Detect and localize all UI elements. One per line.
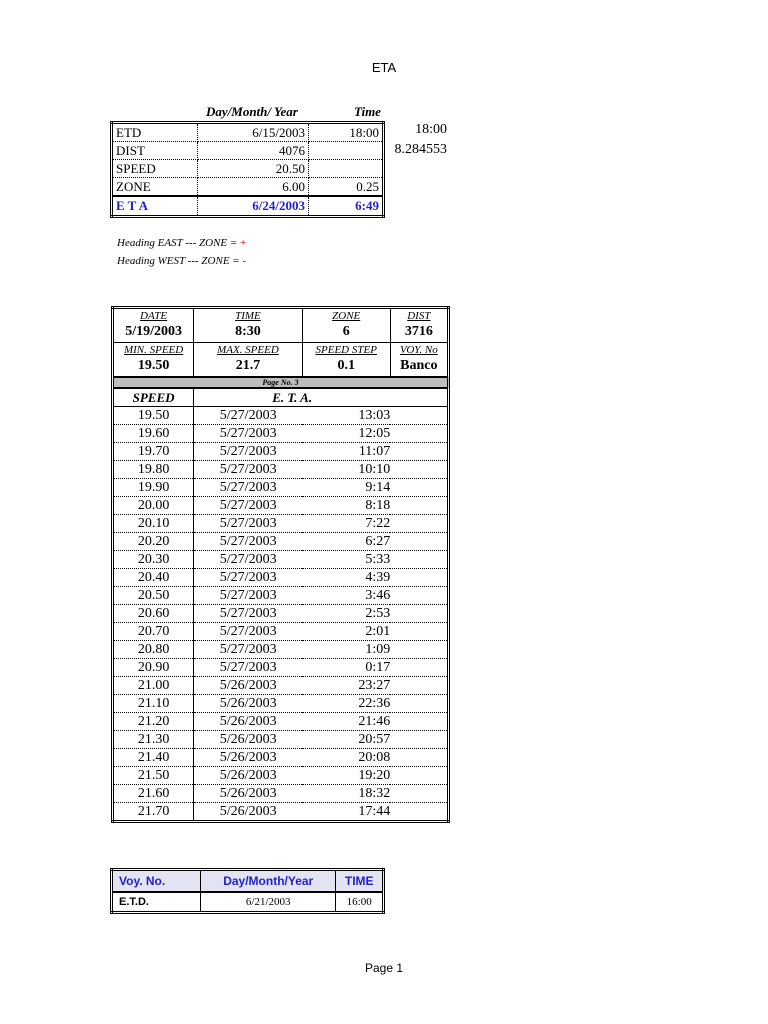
speed-column-header: SPEED: [113, 388, 194, 407]
speed-eta-header-row: [113, 388, 449, 407]
time-column-header: Time: [354, 104, 381, 119]
time-label: TIME: [194, 308, 303, 323]
eta-speed-table: [111, 306, 450, 823]
row-value: 6/15/2003: [198, 123, 309, 142]
eta-time-cell: 19:20: [302, 767, 390, 785]
row-label: ETD: [112, 123, 198, 142]
voy-no-label: VOY. No: [399, 343, 438, 356]
plus-sign: +: [240, 237, 247, 249]
eta-date-cell: 5/26/2003: [194, 695, 303, 713]
empty-cell: [390, 767, 448, 785]
speed-cell: 20.50: [113, 587, 194, 605]
eta-time-cell: 2:01: [302, 623, 390, 641]
speed-cell: 20.60: [113, 605, 194, 623]
time-value: 8:30: [194, 322, 303, 343]
side-value-time: 18:00: [415, 122, 447, 137]
eta-time-cell: 1:09: [302, 641, 390, 659]
eta-column-header: E. T. A.: [194, 388, 391, 407]
dist-value: 3716: [390, 322, 448, 343]
parameter-values-row: [113, 322, 449, 343]
table-row: [113, 533, 449, 551]
eta-time-cell: 5:33: [302, 551, 390, 569]
speed-cell: 20.40: [113, 569, 194, 587]
eta-time-cell: 23:27: [302, 677, 390, 695]
table-row: [113, 551, 449, 569]
table-row: [113, 605, 449, 623]
speed-cell: 20.30: [113, 551, 194, 569]
heading-east-note: [117, 237, 246, 249]
table-row: [112, 123, 384, 142]
table-row: [113, 497, 449, 515]
eta-time-cell: 21:46: [302, 713, 390, 731]
minus-sign: -: [242, 255, 247, 267]
table-row: [113, 713, 449, 731]
eta-time-cell: 4:39: [302, 569, 390, 587]
document-title: ETA: [371, 60, 397, 75]
side-value-number: 8.284553: [394, 142, 447, 157]
empty-cell: [390, 803, 448, 822]
voy-no-header: Voy. No.: [112, 870, 201, 893]
empty-cell: [390, 605, 448, 623]
eta-time-cell: 12:05: [302, 425, 390, 443]
speed-cell: 20.70: [113, 623, 194, 641]
etd-label: E.T.D.: [112, 892, 201, 913]
eta-time: 6:49: [309, 196, 384, 217]
eta-date-cell: 5/27/2003: [194, 533, 303, 551]
zone-label: ZONE: [302, 308, 390, 323]
empty-cell: [390, 623, 448, 641]
speed-cell: 21.70: [113, 803, 194, 822]
eta-time-cell: 6:27: [302, 533, 390, 551]
speed-cell: 19.70: [113, 443, 194, 461]
empty-cell: [390, 515, 448, 533]
empty-cell: [390, 443, 448, 461]
heading-east-text: Heading EAST --- ZONE =: [117, 237, 241, 249]
eta-date: 6/24/2003: [198, 196, 309, 217]
speed-step-value: 0.1: [302, 356, 390, 377]
row-label: ZONE: [112, 178, 198, 197]
page-footer: Page 1: [364, 961, 404, 975]
eta-date-cell: 5/27/2003: [194, 659, 303, 677]
date-header: Day/Month/Year: [201, 870, 336, 893]
table-row: [113, 425, 449, 443]
table-row: [113, 623, 449, 641]
min-speed-value: 19.50: [113, 356, 194, 377]
eta-time-cell: 11:07: [302, 443, 390, 461]
eta-date-cell: 5/27/2003: [194, 407, 303, 425]
speed-cell: 19.90: [113, 479, 194, 497]
empty-cell: [390, 677, 448, 695]
eta-date-cell: 5/27/2003: [194, 623, 303, 641]
speed-cell: 19.60: [113, 425, 194, 443]
row-extra: [309, 142, 384, 160]
eta-date-cell: 5/26/2003: [194, 785, 303, 803]
table-row: [113, 569, 449, 587]
eta-time-cell: 22:36: [302, 695, 390, 713]
eta-date-cell: 5/27/2003: [194, 605, 303, 623]
eta-date-cell: 5/27/2003: [194, 443, 303, 461]
empty-cell: [390, 713, 448, 731]
speed-cell: 21.30: [113, 731, 194, 749]
row-extra: 0.25: [309, 178, 384, 197]
row-extra: 18:00: [309, 123, 384, 142]
eta-time-cell: 9:14: [302, 479, 390, 497]
empty-cell: [390, 407, 448, 425]
page-number-label: Page No. 3: [113, 377, 449, 388]
heading-west-note: [117, 255, 246, 267]
eta-time-cell: 20:57: [302, 731, 390, 749]
dist-label: DIST: [407, 309, 431, 322]
speed-cell: 20.20: [113, 533, 194, 551]
table-row: [113, 587, 449, 605]
eta-date-cell: 5/27/2003: [194, 551, 303, 569]
date-value: 5/19/2003: [113, 322, 194, 343]
table-row: [113, 443, 449, 461]
table-row: [113, 731, 449, 749]
empty-cell: [390, 695, 448, 713]
eta-label: E T A: [112, 196, 198, 217]
heading-west-text: Heading WEST --- ZONE =: [117, 255, 243, 267]
eta-date-cell: 5/26/2003: [194, 731, 303, 749]
speed-cell: 20.00: [113, 497, 194, 515]
table-row: [112, 142, 384, 160]
summary-data-row: [112, 892, 384, 913]
empty-cell: [390, 569, 448, 587]
time-header: TIME: [336, 870, 384, 893]
speed-cell: 19.50: [113, 407, 194, 425]
table-row: [113, 749, 449, 767]
speed-cell: 21.10: [113, 695, 194, 713]
eta-time-cell: 0:17: [302, 659, 390, 677]
eta-time-cell: 18:32: [302, 785, 390, 803]
eta-date-cell: 5/27/2003: [194, 587, 303, 605]
summary-header-row: [112, 870, 384, 893]
speed-cell: 19.80: [113, 461, 194, 479]
table-row: [113, 479, 449, 497]
table-row: [113, 515, 449, 533]
eta-date-cell: 5/27/2003: [194, 461, 303, 479]
table-row: [113, 677, 449, 695]
eta-date-cell: 5/26/2003: [194, 677, 303, 695]
speed-cell: 20.80: [113, 641, 194, 659]
speed-labels-row: [113, 343, 449, 357]
table-row: [113, 461, 449, 479]
empty-cell: [390, 461, 448, 479]
eta-time-cell: 20:08: [302, 749, 390, 767]
eta-date-cell: 5/27/2003: [194, 425, 303, 443]
eta-time-cell: 7:22: [302, 515, 390, 533]
page-number-bar: [113, 377, 449, 388]
table-row: [112, 160, 384, 178]
table-row: [113, 767, 449, 785]
eta-date-cell: 5/27/2003: [194, 479, 303, 497]
empty-cell: [390, 785, 448, 803]
etd-calculation-table: [110, 121, 385, 218]
empty-header-cell: [390, 388, 448, 407]
speed-cell: 21.20: [113, 713, 194, 731]
table-row: [113, 695, 449, 713]
eta-result-row: [112, 196, 384, 217]
eta-time-cell: 17:44: [302, 803, 390, 822]
empty-cell: [390, 731, 448, 749]
speed-cell: 21.40: [113, 749, 194, 767]
eta-rows: [113, 407, 449, 822]
eta-time-cell: 8:18: [302, 497, 390, 515]
eta-date-cell: 5/26/2003: [194, 749, 303, 767]
eta-date-cell: 5/26/2003: [194, 803, 303, 822]
empty-cell: [390, 587, 448, 605]
speed-step-label: SPEED STEP: [302, 343, 390, 357]
empty-cell: [390, 479, 448, 497]
eta-date-cell: 5/27/2003: [194, 569, 303, 587]
table-row: [113, 803, 449, 822]
date-column-header: Day/Month/ Year: [206, 104, 298, 119]
etd-time: 16:00: [346, 896, 372, 908]
voy-no-value: Banco: [390, 356, 448, 377]
eta-date-cell: 5/27/2003: [194, 515, 303, 533]
empty-cell: [390, 659, 448, 677]
empty-cell: [390, 533, 448, 551]
max-speed-value: 21.7: [194, 356, 303, 377]
table-row: [112, 178, 384, 197]
eta-date-cell: 5/26/2003: [194, 713, 303, 731]
eta-time-cell: 2:53: [302, 605, 390, 623]
zone-value: 6: [302, 322, 390, 343]
table-row: [113, 407, 449, 425]
eta-time-cell: 13:03: [302, 407, 390, 425]
eta-date-cell: 5/26/2003: [194, 767, 303, 785]
speed-cell: 21.00: [113, 677, 194, 695]
row-value: 4076: [198, 142, 309, 160]
eta-time-cell: 3:46: [302, 587, 390, 605]
table-row: [113, 785, 449, 803]
row-extra: [309, 160, 384, 178]
empty-cell: [390, 641, 448, 659]
etd-summary-table: [110, 868, 385, 914]
empty-cell: [390, 551, 448, 569]
etd-date: 6/21/2003: [201, 892, 336, 913]
empty-cell: [390, 749, 448, 767]
speed-cell: 21.60: [113, 785, 194, 803]
eta-date-cell: 5/27/2003: [194, 497, 303, 515]
speed-cell: 21.50: [113, 767, 194, 785]
parameter-labels-row: [113, 308, 449, 323]
date-label: DATE: [113, 308, 194, 323]
eta-date-cell: 5/27/2003: [194, 641, 303, 659]
eta-time-cell: 10:10: [302, 461, 390, 479]
empty-cell: [390, 425, 448, 443]
speed-cell: 20.10: [113, 515, 194, 533]
row-label: SPEED: [112, 160, 198, 178]
row-label: DIST: [112, 142, 198, 160]
empty-cell: [390, 497, 448, 515]
max-speed-label: MAX. SPEED: [194, 343, 303, 357]
speed-values-row: [113, 356, 449, 377]
min-speed-label: MIN. SPEED: [113, 343, 194, 357]
speed-cell: 20.90: [113, 659, 194, 677]
row-value: 20.50: [198, 160, 309, 178]
table-row: [113, 659, 449, 677]
table-row: [113, 641, 449, 659]
row-value: 6.00: [198, 178, 309, 197]
